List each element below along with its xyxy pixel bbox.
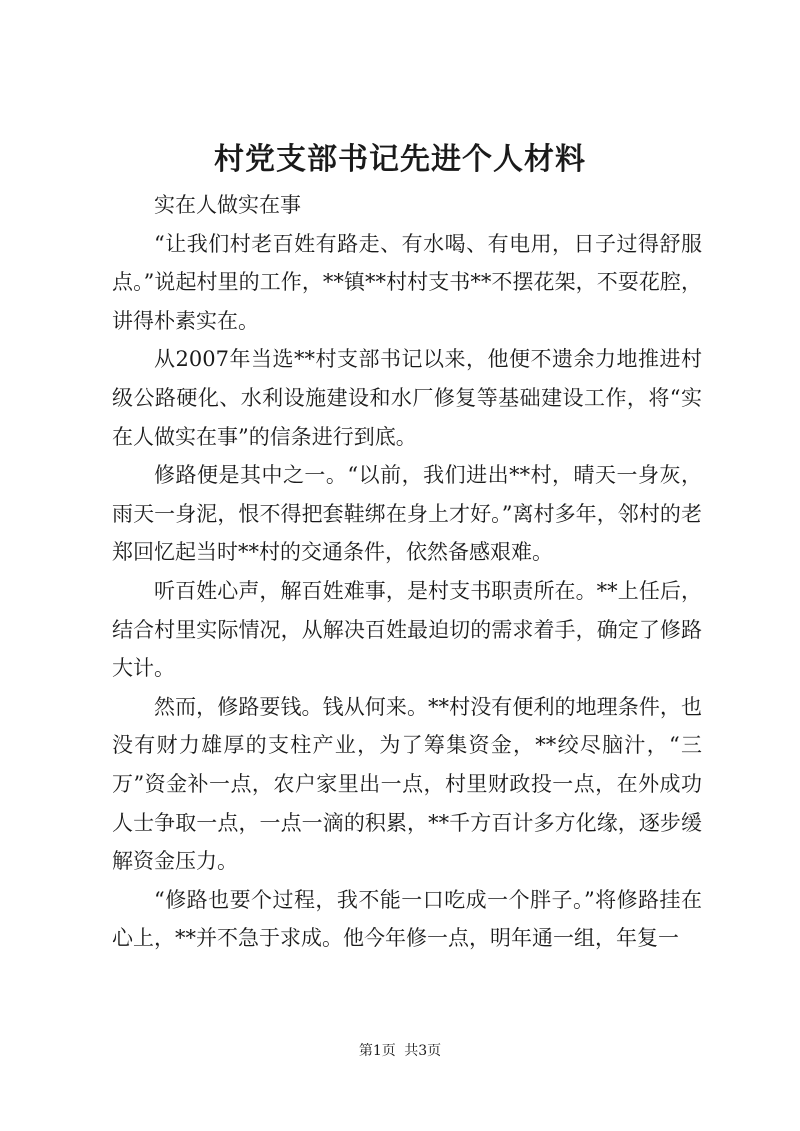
paragraph-subtitle: 实在人做实在事 [154, 193, 301, 217]
paragraph: 修路便是其中之一。“以前，我们进出**村，晴天一身灰，雨天一身泥，恨不得把套鞋绑在身上才好。”离村多年，邻村的老郑回忆起当时**村的交通条件，依然备感艰难。 [112, 463, 702, 565]
paragraph: 然而，修路要钱。钱从何来。**村没有便利的地理条件，也没有财力雄厚的支柱产业，为了筹集资金，**绞尽脑汁，“三万”资金补一点，农户家里出一点，村里财政投一点，在外成功人士争取一点，一点一滴的积累，**千方百计多方化缘，逐步缓解资金压力。 [112, 694, 702, 874]
page-footer [0, 1041, 800, 1061]
paragraph: 从2007年当选**村支部书记以来，他便不遗余力地推进村级公路硬化、水利设施建设和水厂修复等基础建设工作，将“实在人做实在事”的信条进行到底。 [112, 347, 702, 449]
document-title: 村党支部书记先进个人材料 [214, 142, 586, 177]
paragraph: “让我们村老百姓有路走、有水喝、有电用，日子过得舒服点。”说起村里的工作，**镇**村村支书**不摆花架，不耍花腔，讲得朴素实在。 [112, 231, 702, 333]
paragraph: 听百姓心声，解百姓难事，是村支书职责所在。**上任后，结合村里实际情况，从解决百姓最迫切的需求着手，确定了修路大计。 [112, 578, 702, 681]
document-body [112, 186, 702, 958]
page-total: 共3页 [404, 1043, 442, 1059]
paragraph: “修路也要个过程，我不能一口吃成一个胖子。”将修路挂在心上，**并不急于求成。他今年修一点，明年通一组，年复一 [112, 887, 702, 951]
page-number: 第1页 [358, 1043, 396, 1059]
